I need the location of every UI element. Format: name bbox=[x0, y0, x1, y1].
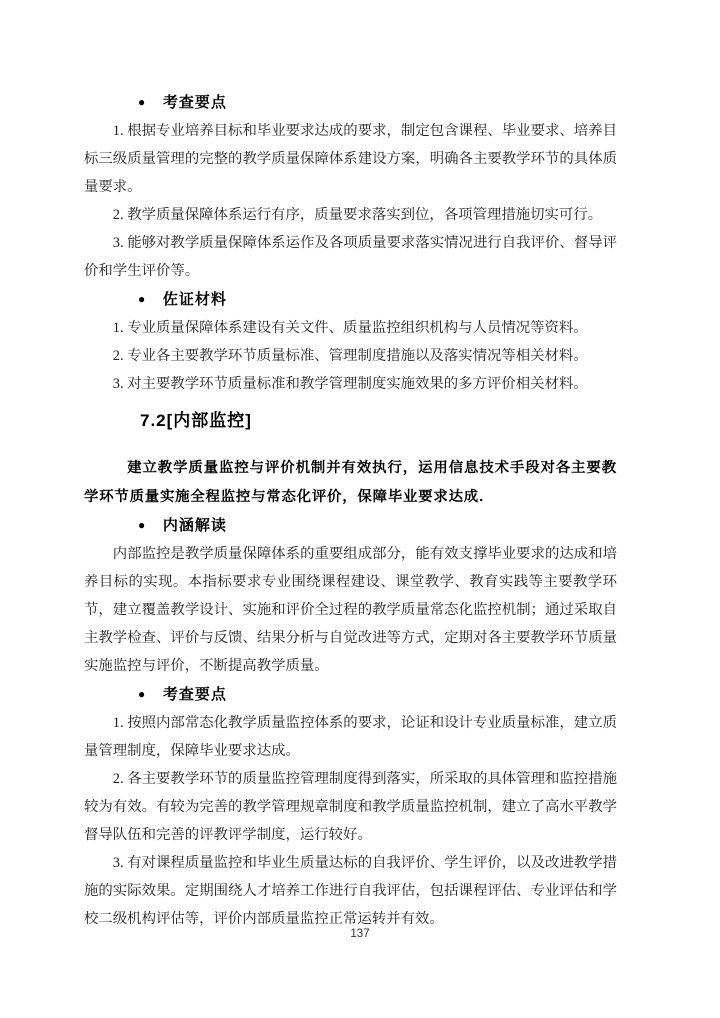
bullet-heading-label: 考查要点 bbox=[162, 95, 227, 111]
page-content bbox=[84, 88, 617, 933]
paragraph-evidence-1: 1. 专业质量保障体系建设有关文件、质量监控组织机构与人员情况等资料。 bbox=[112, 320, 588, 336]
bullet-heading-label: 内涵解读 bbox=[162, 518, 227, 534]
bullet-icon: ● bbox=[138, 687, 146, 701]
bullet-heading-kaocha-yaodian-1 bbox=[84, 88, 617, 117]
bullet-heading-label: 考查要点 bbox=[162, 687, 227, 703]
bullet-heading-kaocha-yaodian-2 bbox=[84, 680, 617, 709]
paragraph-evidence-2: 2. 专业各主要教学环节质量标准、管理制度措施以及落实情况等相关材料。 bbox=[112, 348, 588, 364]
page-number: 137 bbox=[350, 928, 370, 940]
paragraph-evidence-3: 3. 对主要教学环节质量标准和教学管理制度实施效果的多方评价相关材料。 bbox=[112, 376, 588, 392]
section-heading-7-2-internal-monitoring: 7.2[内部监控] bbox=[140, 411, 252, 430]
paragraph-review-point-1: 1. 按照内部常态化教学质量监控体系的要求，论证和设计专业质量标准，建立质量管理制度，保障毕业要求达成。 bbox=[84, 715, 617, 759]
paragraph-self-evaluation: 3. 能够对教学质量保障体系运作及各项质量要求落实情况进行自我评价、督导评价和学生评价等。 bbox=[84, 235, 617, 279]
paragraph-connotation-interpretation: 内部监控是教学质量保障体系的重要组成部分，能有效支撑毕业要求的达成和培养目标的实现。本指标要求专业围绕课程建设、课堂教学、教育实践等主要教学环节，建立覆盖教学设计、实施和评价全过程的教学质量常态化监控机制；通过采取自主教学检查、评价与反馈、结果分析与自觉改进等方式，定期对各主要教学环节质量实施监控与评价，不断提高教学质量。 bbox=[84, 546, 617, 674]
paragraph-quality-system-plan: 1. 根据专业培养目标和毕业要求达成的要求，制定包含课程、毕业要求、培养目标三级质量管理的完整的教学质量保障体系建设方案，明确各主要教学环节的具体质量要求。 bbox=[84, 123, 617, 195]
bullet-heading-neihan-jiedu bbox=[84, 511, 617, 540]
paragraph-review-point-3: 3. 有对课程质量监控和毕业生质量达标的自我评价、学生评价，以及改进教学措施的实际效果。定期围绕人才培养工作进行自我评估，包括课程评估、专业评估和学校二级机构评估等，评价内部质量监控正常运转并有效。 bbox=[84, 855, 617, 927]
paragraph-review-point-2: 2. 各主要教学环节的质量监控管理制度得到落实，所采取的具体管理和监控措施较为有效。有较为完善的教学管理规章制度和教学质量监控机制，建立了高水平教学督导队伍和完善的评教评学制度，运行较好。 bbox=[84, 771, 617, 843]
bullet-icon: ● bbox=[138, 292, 146, 306]
bullet-icon: ● bbox=[138, 518, 146, 532]
paragraph-system-operation: 2. 教学质量保障体系运行有序，质量要求落实到位，各项管理措施切实可行。 bbox=[112, 207, 603, 223]
bullet-heading-label: 佐证材料 bbox=[162, 292, 227, 308]
paragraph-bold-indicator-intro: 建立教学质量监控与评价机制并有效执行，运用信息技术手段对各主要教学环节质量实施全程监控与常态化评价，保障毕业要求达成． bbox=[84, 460, 617, 505]
bullet-icon: ● bbox=[138, 95, 146, 109]
bullet-heading-zuzheng-cailiao bbox=[84, 285, 617, 314]
